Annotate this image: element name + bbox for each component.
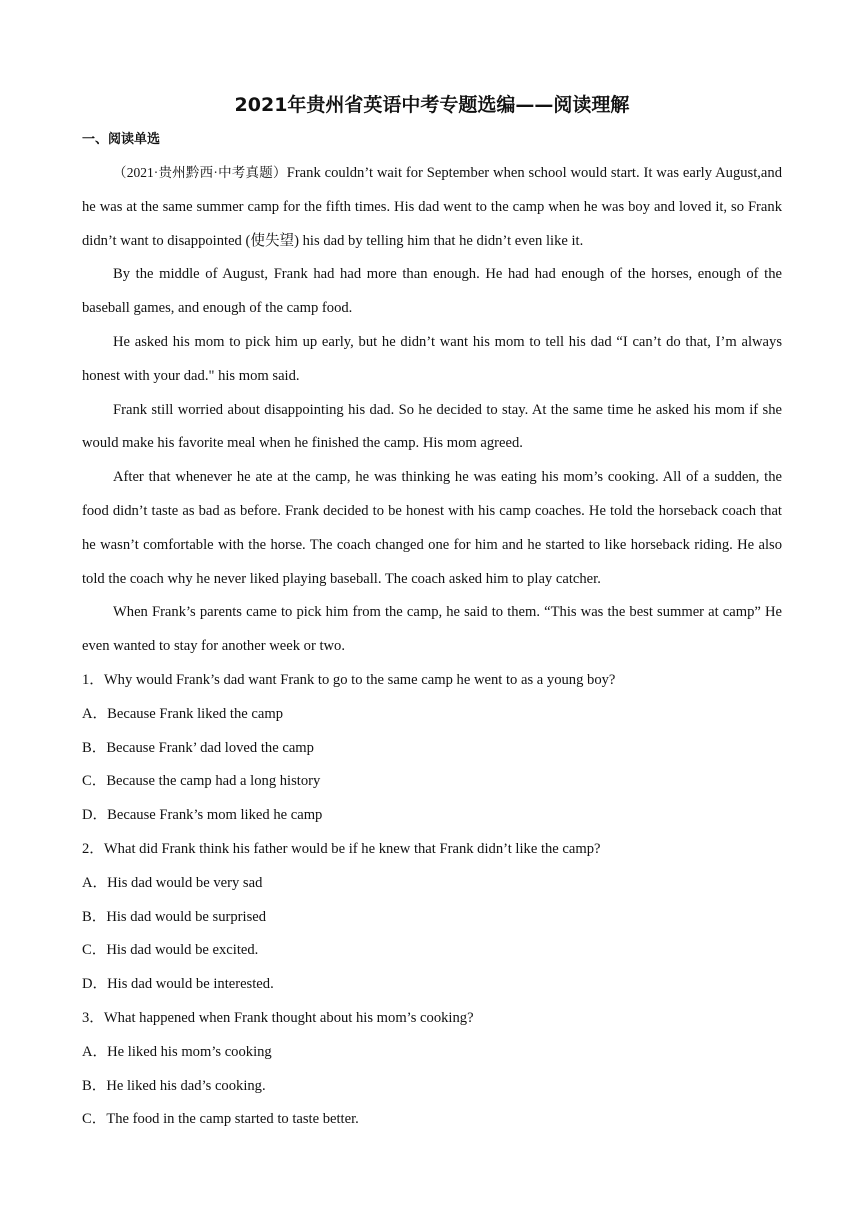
section-heading: 一、阅读单选 <box>82 132 161 147</box>
passage-paragraph-5: After that whenever he ate at the camp, he was thinking he was eating his mom’s cooking. All of a sudden, the food didn’t taste as bad as before. Frank decided to be honest with his camp coaches. He told the horseback coach that he wasn’t comfortable with the horse. The coach changed one for him and he started to like horseback riding. He also told the coach why he never liked playing baseball. The coach asked him to play catcher. <box>82 469 782 587</box>
option-letter: A． <box>82 874 108 891</box>
option-text: Because Frank liked the camp <box>107 705 284 722</box>
option-letter: B． <box>82 739 107 756</box>
option-d[interactable] <box>82 968 782 1002</box>
passage-paragraph-4: Frank still worried about disappointing his dad. So he decided to stay. At the same time he asked his mom if she would make his favorite meal when he finished the camp. His mom agreed. <box>82 401 782 452</box>
option-text: His dad would be interested. <box>107 976 274 993</box>
question-number: 2． <box>82 840 104 857</box>
option-text: He liked his mom’s cooking <box>107 1043 272 1060</box>
option-text: Because the camp had a long history <box>106 773 321 790</box>
option-text: The food in the camp started to taste better. <box>106 1111 359 1128</box>
option-a[interactable] <box>82 698 782 732</box>
option-letter: D． <box>82 807 108 824</box>
option-b[interactable] <box>82 732 782 766</box>
paragraph-text: Frank couldn’t wait for September when school would start. It was early August,and he was at the same summer camp for the fifth times. His dad went to the camp when he was boy and loved it, so Frank didn’t want to disappointed (使失望) his dad by telling him that he didn’t even like it. <box>82 165 782 249</box>
option-text: He liked his dad’s cooking. <box>106 1077 266 1094</box>
passage-paragraph-2: By the middle of August, Frank had had more than enough. He had had enough of the horses, enough of the baseball games, and enough of the camp food. <box>82 266 782 317</box>
question-number: 3． <box>82 1009 104 1026</box>
option-text: His dad would be excited. <box>106 942 259 959</box>
source-label: （2021·贵州黔西·中考真题） <box>113 165 287 180</box>
passage-paragraph-3: He asked his mom to pick him up early, but he didn’t want his mom to tell his dad “I can’t do that, I’m always honest with your dad." his mom said. <box>82 333 782 384</box>
question-1 <box>82 664 782 833</box>
option-b[interactable] <box>82 901 782 935</box>
option-a[interactable] <box>82 1036 782 1070</box>
option-b[interactable] <box>82 1070 782 1104</box>
option-d[interactable] <box>82 799 782 833</box>
option-text: His dad would be very sad <box>107 874 263 891</box>
option-letter: B． <box>82 1077 107 1094</box>
question-text: What happened when Frank thought about his mom’s cooking? <box>103 1009 474 1026</box>
question-3 <box>82 1002 782 1137</box>
option-text: Because Frank’s mom liked he camp <box>107 807 323 824</box>
option-a[interactable] <box>82 867 782 901</box>
option-c[interactable] <box>82 1103 782 1137</box>
question-number: 1． <box>82 671 104 688</box>
option-letter: C． <box>82 1111 107 1128</box>
option-letter: B． <box>82 908 107 925</box>
option-c[interactable] <box>82 934 782 968</box>
question-text: What did Frank think his father would be if he knew that Frank didn’t like the camp? <box>103 840 601 857</box>
question-stem <box>82 833 782 867</box>
option-letter: C． <box>82 942 107 959</box>
question-2 <box>82 833 782 1002</box>
option-letter: D． <box>82 976 108 993</box>
option-letter: C． <box>82 773 107 790</box>
passage-paragraph-1 <box>82 156 782 258</box>
question-stem <box>82 1002 782 1036</box>
option-letter: A． <box>82 705 108 722</box>
option-text: Because Frank’ dad loved the camp <box>106 739 314 756</box>
question-stem <box>82 664 782 698</box>
passage-paragraph-6: When Frank’s parents came to pick him from the camp, he said to them. “This was the best summer at camp” He even wanted to stay for another week or two. <box>82 604 782 655</box>
document-page <box>82 88 782 1137</box>
question-text: Why would Frank’s dad want Frank to go to the same camp he went to as a young boy? <box>103 671 616 688</box>
option-text: His dad would be surprised <box>106 908 267 925</box>
option-c[interactable] <box>82 765 782 799</box>
document-title: 2021年贵州省英语中考专题选编——阅读理解 <box>234 94 630 116</box>
option-letter: A． <box>82 1043 108 1060</box>
